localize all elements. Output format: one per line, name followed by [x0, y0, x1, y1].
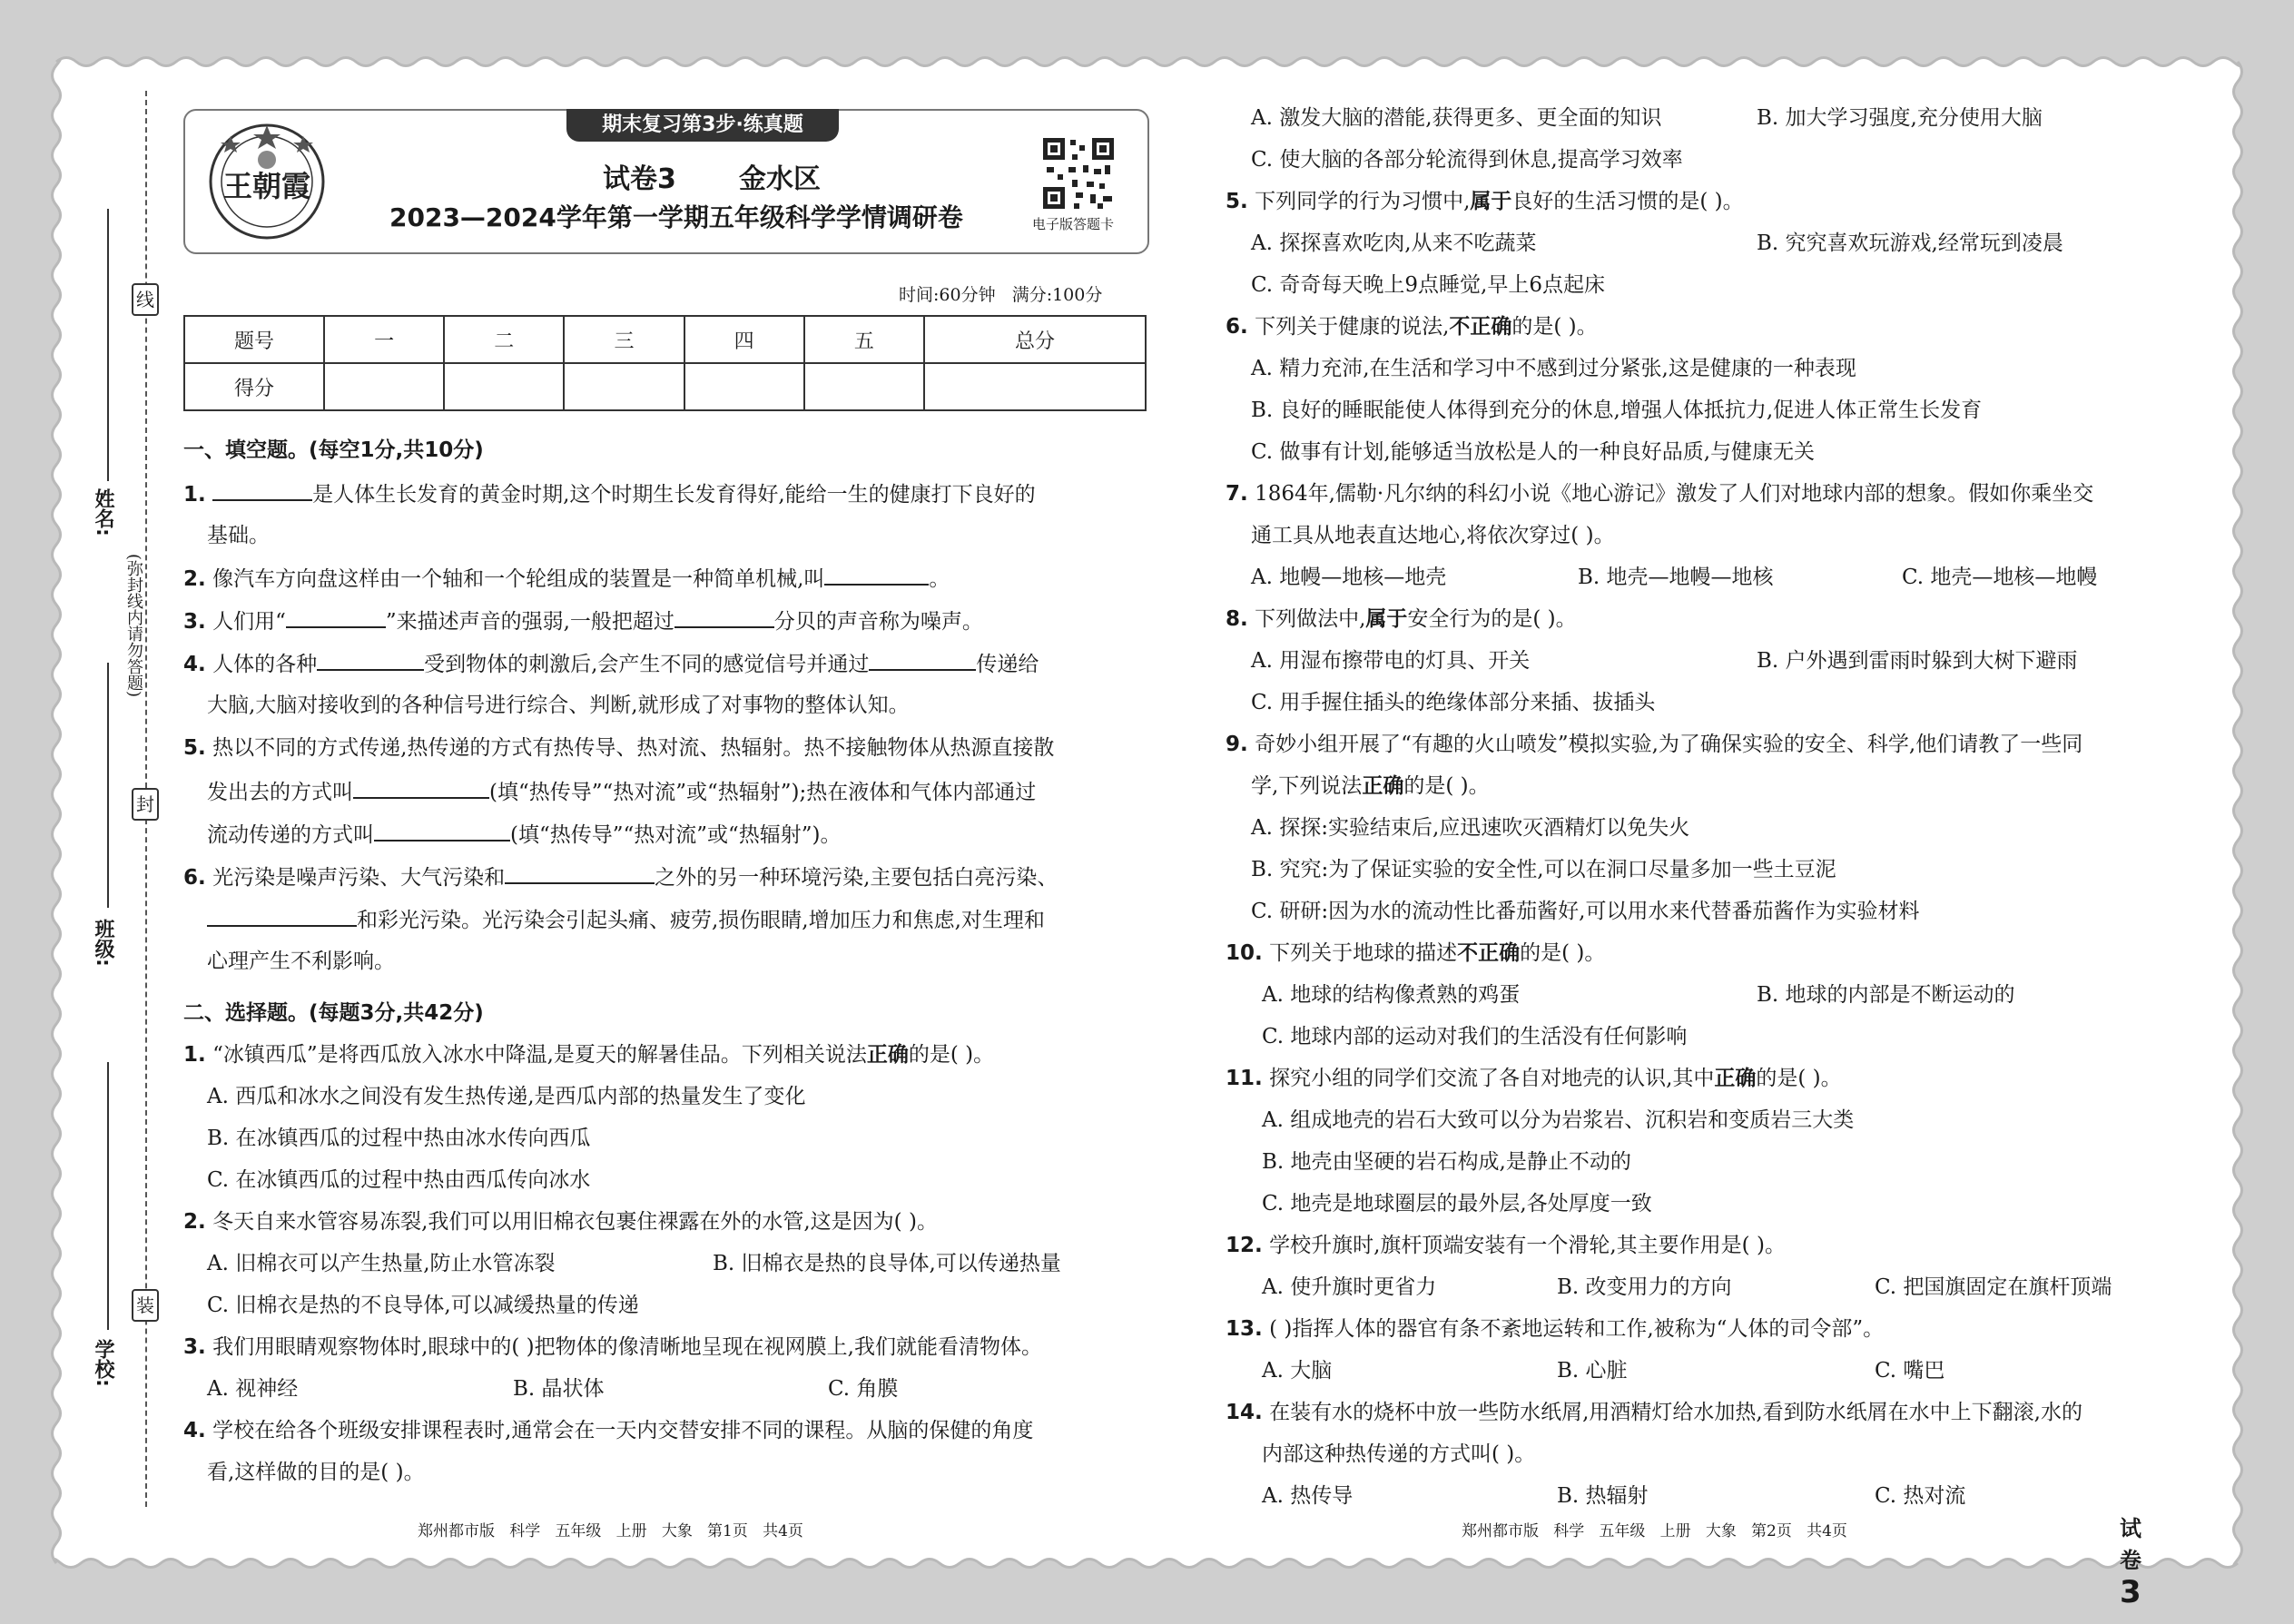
choice-q2: 2. 冬天自来水管容易冻裂,我们可以用旧棉衣包裹住裸露在外的水管,这是因为( )。: [183, 1210, 938, 1234]
choice-q6: 6. 下列关于健康的说法,不正确的是( )。: [1226, 315, 1598, 339]
fill-q5-cont1: 发出去的方式叫 (填“热传导”“热对流”或“热辐射”);热在液体和气体内部通过: [207, 777, 1036, 806]
answer-blank[interactable]: [869, 649, 976, 671]
choice-option[interactable]: B. 旧棉衣是热的良导体,可以传递热量: [713, 1252, 1061, 1275]
fill-q5-cont2: 流动传递的方式叫 (填“热传导”“热对流”或“热辐射”)。: [207, 820, 842, 849]
choice-q3: 3. 我们用眼睛观察物体时,眼球中的( )把物体的像清晰地呈现在视网膜上,我们就能看清物体。: [183, 1335, 1042, 1359]
choice-q7: 7. 1864年,儒勒·凡尔纳的科幻小说《地心游记》激发了人们对地球内部的想象。假如你乘坐交: [1226, 482, 2094, 506]
choice-option[interactable]: B. 地壳由坚硬的岩石构成,是静止不动的: [1262, 1150, 1631, 1174]
choice-option[interactable]: C. 使大脑的各部分轮流得到休息,提高学习效率: [1251, 148, 1683, 172]
choice-option[interactable]: C. 地球内部的运动对我们的生活没有任何影响: [1262, 1025, 1688, 1048]
fill-q1: 1. 是人体生长发育的黄金时期,这个时期生长发育得好,能给一生的健康打下良好的: [183, 479, 1036, 508]
choice-option[interactable]: C. 在冰镇西瓜的过程中热由西瓜传向冰水: [207, 1168, 591, 1192]
choice-option[interactable]: B. 在冰镇西瓜的过程中热由冰水传向西瓜: [207, 1127, 591, 1150]
choice-option[interactable]: A. 组成地壳的岩石大致可以分为岩浆岩、沉积岩和变质岩三大类: [1262, 1108, 1855, 1132]
score-cell[interactable]: [324, 363, 444, 410]
choice-option[interactable]: A. 视神经: [207, 1377, 299, 1401]
choice-q10: 10. 下列关于地球的描述不正确的是( )。: [1226, 941, 1606, 965]
choice-option[interactable]: A. 探探:实验结束后,应迅速吹灭酒精灯以免失火: [1251, 816, 1690, 840]
choice-option[interactable]: B. 地球的内部是不断运动的: [1757, 983, 2015, 1007]
choice-option[interactable]: A. 使升旗时更省力: [1262, 1275, 1437, 1299]
choice-option[interactable]: C. 地壳—地核—地幔: [1902, 566, 2098, 589]
score-cell[interactable]: [444, 363, 564, 410]
brand-logo: [194, 118, 349, 245]
choice-option[interactable]: B. 良好的睡眠能使人体得到充分的休息,增强人体抵抗力,促进人体正常生长发育: [1251, 399, 1983, 422]
choice-q5: 5. 下列同学的行为习惯中,属于良好的生活习惯的是( )。: [1226, 190, 1744, 213]
answer-blank[interactable]: [505, 862, 655, 884]
fill-q4-cont: 大脑,大脑对接收到的各种信号进行综合、判断,就形成了对事物的整体认知。: [207, 694, 910, 717]
section1-title: 一、填空题。(每空1分,共10分): [183, 438, 484, 462]
choice-q8: 8. 下列做法中,属于安全行为的是( )。: [1226, 607, 1577, 631]
choice-option[interactable]: A. 热传导: [1262, 1484, 1354, 1508]
choice-q9-cont: 学,下列说法正确的是( )。: [1251, 774, 1490, 798]
score-header-cell: 二: [444, 316, 564, 363]
choice-q14: 14. 在装有水的烧杯中放一些防水纸屑,用酒精灯给水加热,看到防水纸屑在水中上下翻滚,水的: [1226, 1401, 2082, 1424]
choice-q11: 11. 探究小组的同学们交流了各自对地壳的认识,其中正确的是( )。: [1226, 1067, 1842, 1090]
step-banner: 期末复习第3步·练真题: [566, 109, 839, 142]
answer-blank[interactable]: [374, 820, 510, 842]
qr-code-icon[interactable]: [1041, 136, 1116, 211]
score-cell[interactable]: [804, 363, 924, 410]
score-header-cell: 一: [324, 316, 444, 363]
header-box: [183, 109, 1149, 254]
choice-option[interactable]: B. 热辐射: [1557, 1484, 1649, 1508]
choice-option[interactable]: B. 加大学习强度,充分使用大脑: [1757, 106, 2043, 130]
answer-blank[interactable]: [317, 649, 424, 671]
choice-option[interactable]: A. 地幔—地核—地壳: [1251, 566, 1447, 589]
exam-title: 2023—2024学年第一学期五年级科学学情调研卷: [389, 202, 963, 232]
answer-blank[interactable]: [824, 564, 929, 586]
score-header-cell: 四: [684, 316, 804, 363]
choice-option[interactable]: A. 西瓜和冰水之间没有发生热传递,是西瓜内部的热量发生了变化: [207, 1085, 806, 1108]
no-answer-note: (弥封线内请勿答题): [124, 554, 143, 698]
choice-q14-cont: 内部这种热传递的方式叫( )。: [1262, 1442, 1536, 1466]
section2-title: 二、选择题。(每题3分,共42分): [183, 1001, 484, 1025]
score-header-cell: 五: [804, 316, 924, 363]
seal-mark-line: 线: [132, 283, 159, 316]
choice-option[interactable]: A. 精力充沛,在生活和学习中不感到过分紧张,这是健康的一种表现: [1251, 357, 1856, 380]
choice-option[interactable]: B. 地壳—地幔—地核: [1578, 566, 1774, 589]
answer-blank[interactable]: [212, 479, 312, 501]
choice-option[interactable]: C. 研研:因为水的流动性比番茄酱好,可以用水来代替番茄酱作为实验材料: [1251, 900, 1920, 923]
choice-option[interactable]: B. 晶状体: [513, 1377, 605, 1401]
svg-text:王朝霞: 王朝霞: [222, 169, 311, 203]
choice-option[interactable]: C. 嘴巴: [1875, 1359, 1945, 1383]
choice-option[interactable]: B. 户外遇到雷雨时躲到大树下避雨: [1757, 649, 2078, 673]
choice-option[interactable]: A. 探探喜欢吃肉,从来不吃蔬菜: [1251, 231, 1537, 255]
score-cell[interactable]: [684, 363, 804, 410]
choice-option[interactable]: B. 改变用力的方向: [1557, 1275, 1732, 1299]
choice-q4: 4. 学校在给各个班级安排课程表时,通常会在一天内交替安排不同的课程。从脑的保健的角度: [183, 1419, 1034, 1442]
footer-right: 郑州都市版 科学 五年级 上册 大象 第2页 共4页: [1462, 1522, 1847, 1540]
fill-q2: 2. 像汽车方向盘这样由一个轴和一个轮组成的装置是一种简单机械,叫 。: [183, 564, 950, 593]
footer-left: 郑州都市版 科学 五年级 上册 大象 第1页 共4页: [418, 1522, 803, 1540]
paper-badge: 试卷3: [2120, 1516, 2141, 1610]
score-header-cell: 总分: [924, 316, 1146, 363]
answer-blank[interactable]: [286, 606, 386, 628]
score-row-label: 得分: [184, 363, 324, 410]
choice-q1: 1. “冰镇西瓜”是将西瓜放入冰水中降温,是夏天的解暑佳品。下列相关说法正确的是( )。: [183, 1043, 995, 1067]
fill-q6: 6. 光污染是噪声污染、大气污染和 之外的另一种环境污染,主要包括白亮污染、: [183, 862, 1058, 891]
choice-option[interactable]: B. 心脏: [1557, 1359, 1628, 1383]
choice-q7-cont: 通工具从地表直达地心,将依次穿过( )。: [1251, 524, 1615, 547]
choice-q13: 13. ( )指挥人体的器官有条不紊地运转和工作,被称为“人体的司令部”。: [1226, 1317, 1885, 1341]
score-cell[interactable]: [564, 363, 684, 410]
choice-option[interactable]: A. 大脑: [1262, 1359, 1333, 1383]
fill-q6-cont2: 心理产生不利影响。: [207, 950, 395, 973]
choice-option[interactable]: C. 热对流: [1875, 1484, 1966, 1508]
class-field[interactable]: [107, 663, 109, 908]
answer-blank[interactable]: [353, 777, 489, 799]
choice-option[interactable]: C. 旧棉衣是热的不良导体,可以减缓热量的传递: [207, 1294, 639, 1317]
score-cell[interactable]: [924, 363, 1146, 410]
answer-blank[interactable]: [674, 606, 774, 628]
choice-option[interactable]: A. 旧棉衣可以产生热量,防止水管冻裂: [207, 1252, 556, 1275]
score-table-score-row: [184, 363, 1146, 410]
fill-q6-cont1: 和彩光污染。光污染会引起头痛、疲劳,损伤眼睛,增加压力和焦虑,对生理和: [207, 905, 1045, 934]
answer-blank[interactable]: [207, 905, 357, 927]
qr-caption: 电子版答题卡: [1032, 216, 1115, 232]
choice-q9: 9. 奇妙小组开展了“有趣的火山喷发”模拟实验,为了确保实验的安全、科学,他们请教了一些同: [1226, 733, 2083, 756]
seal-mark-hole: 装: [132, 1289, 159, 1322]
choice-option[interactable]: A. 地球的结构像煮熟的鸡蛋: [1262, 983, 1521, 1007]
choice-option[interactable]: C. 角膜: [828, 1377, 899, 1401]
choice-option[interactable]: C. 奇奇每天晚上9点睡觉,早上6点起床: [1251, 273, 1605, 297]
fill-q5: 5. 热以不同的方式传递,热传递的方式有热传导、热对流、热辐射。热不接触物体从热源直接散: [183, 736, 1055, 760]
score-header-cell: 三: [564, 316, 684, 363]
choice-option[interactable]: C. 用手握住插头的绝缘体部分来插、拔插头: [1251, 691, 1656, 714]
choice-option[interactable]: C. 做事有计划,能够适当放松是人的一种良好品质,与健康无关: [1251, 440, 1816, 464]
seal-mark-seal: 封: [132, 788, 159, 821]
score-header-cell: 题号: [184, 316, 324, 363]
paper-number: 试卷3: [603, 163, 676, 195]
time-info: 时间:60分钟 满分:100分: [899, 285, 1103, 305]
choice-q4-cont: 看,这样做的目的是( )。: [207, 1461, 425, 1484]
fill-q1-cont: 基础。: [207, 524, 270, 547]
class-label: 班级:: [92, 919, 114, 967]
choice-option[interactable]: C. 把国旗固定在旗杆顶端: [1875, 1275, 2112, 1299]
fill-q4: 4. 人体的各种 受到物体的刺激后,会产生不同的感觉信号并通过 传递给: [183, 649, 1039, 678]
choice-option[interactable]: C. 地壳是地球圈层的最外层,各处厚度一致: [1262, 1192, 1652, 1216]
choice-option[interactable]: A. 用湿布擦带电的灯具、开关: [1251, 649, 1531, 673]
choice-option[interactable]: B. 究究:为了保证实验的安全性,可以在洞口尽量多加一些土豆泥: [1251, 858, 1836, 881]
name-label: 姓名:: [92, 488, 114, 536]
school-field[interactable]: [107, 1062, 109, 1330]
score-table: [183, 315, 1147, 411]
name-field[interactable]: [107, 209, 109, 481]
score-table-header-row: [184, 316, 1146, 363]
choice-q12: 12. 学校升旗时,旗杆顶端安装有一个滑轮,其主要作用是( )。: [1226, 1234, 1786, 1257]
fill-q3: 3. 人们用“ ”来描述声音的强弱,一般把超过 分贝的声音称为噪声。: [183, 606, 983, 635]
choice-option[interactable]: A. 激发大脑的潜能,获得更多、更全面的知识: [1251, 106, 1662, 130]
district-name: 金水区: [739, 163, 821, 195]
school-label: 学校:: [92, 1339, 114, 1387]
choice-option[interactable]: B. 究究喜欢玩游戏,经常玩到凌晨: [1757, 231, 2063, 255]
